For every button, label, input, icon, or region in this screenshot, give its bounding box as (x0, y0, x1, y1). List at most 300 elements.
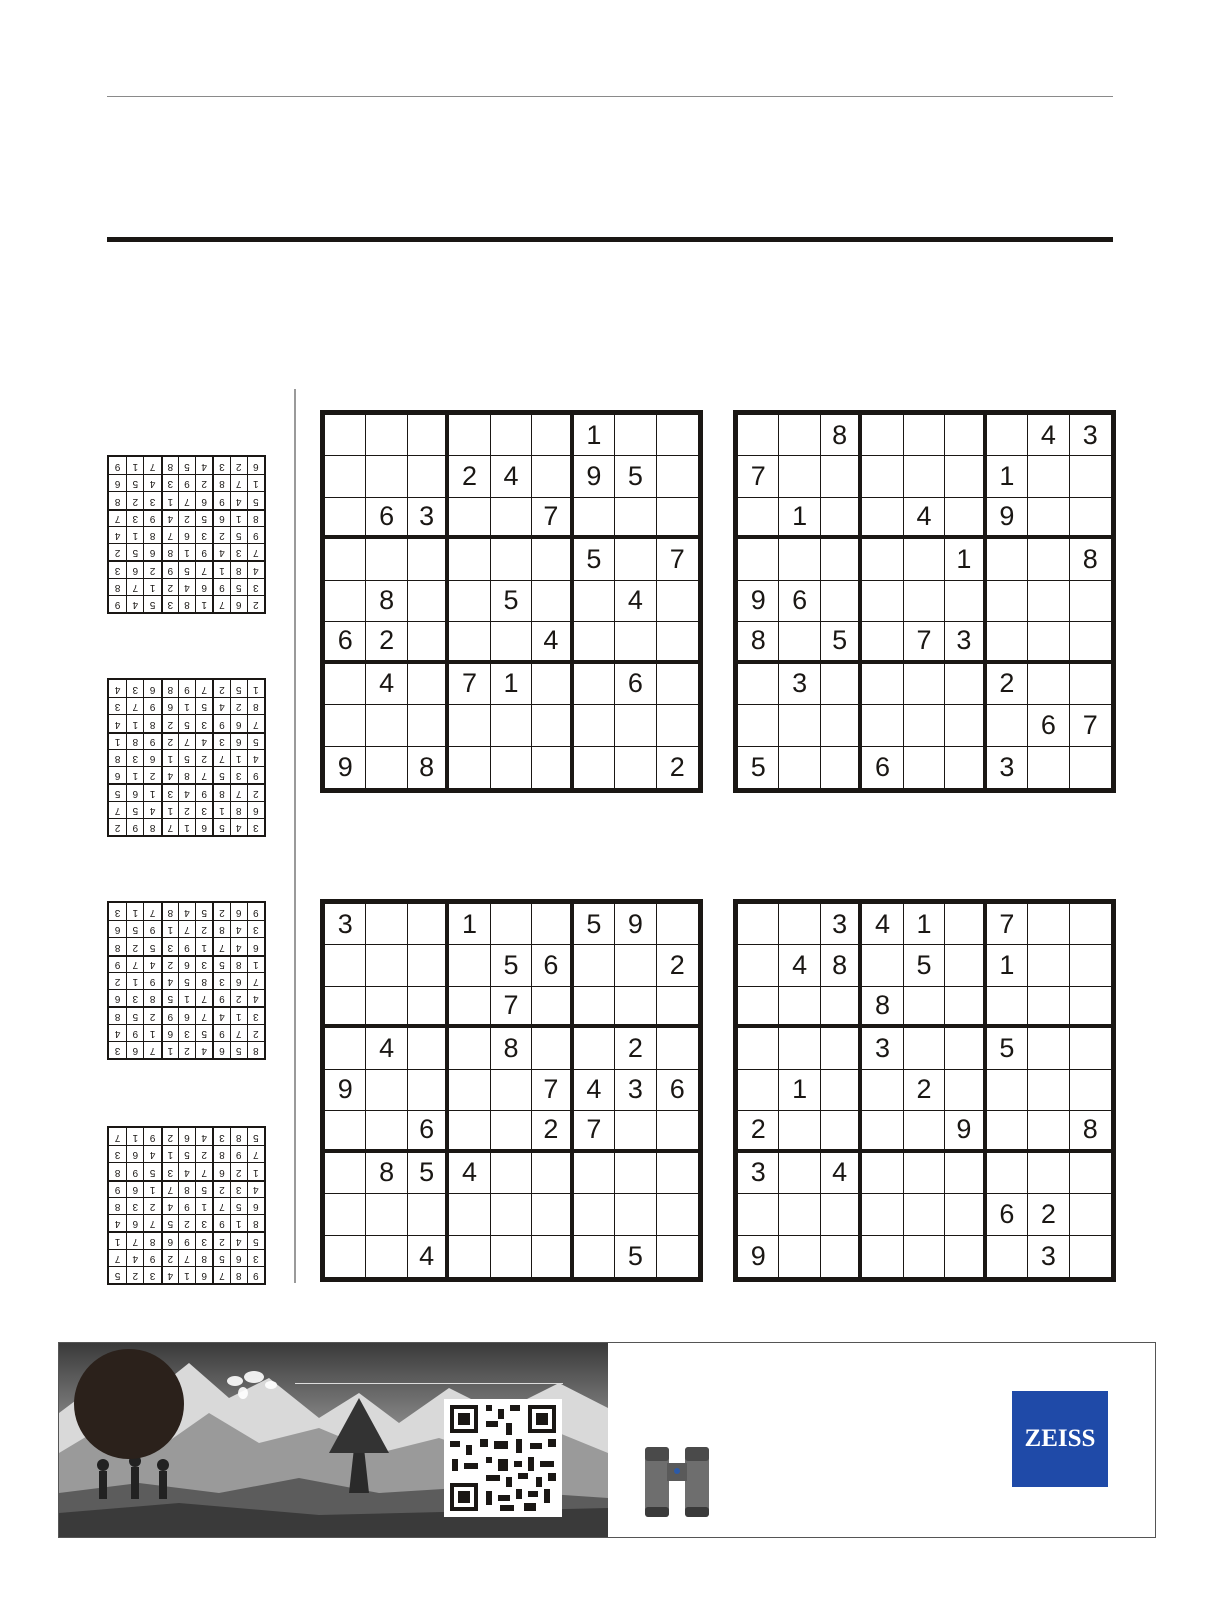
puzzle-cell[interactable] (491, 539, 532, 580)
puzzle-cell[interactable] (366, 1194, 407, 1235)
puzzle-cell[interactable] (615, 987, 656, 1028)
puzzle-cell[interactable] (945, 1236, 986, 1277)
puzzle-cell[interactable] (779, 1028, 820, 1069)
puzzle-cell[interactable]: 1 (987, 945, 1028, 986)
puzzle-cell[interactable] (408, 1028, 449, 1069)
puzzle-cell[interactable] (449, 705, 490, 746)
puzzle-cell[interactable]: 2 (987, 664, 1028, 705)
puzzle-cell[interactable]: 2 (1028, 1194, 1069, 1235)
puzzle-cell[interactable] (779, 747, 820, 788)
puzzle-cell[interactable]: 3 (945, 622, 986, 663)
puzzle-cell[interactable] (1070, 1194, 1111, 1235)
puzzle-cell[interactable] (1070, 664, 1111, 705)
puzzle-cell[interactable] (1070, 904, 1111, 945)
puzzle-cell[interactable] (657, 987, 698, 1028)
puzzle-cell[interactable]: 4 (862, 904, 903, 945)
puzzle-cell[interactable] (779, 456, 820, 497)
puzzle-cell[interactable]: 3 (738, 1153, 779, 1194)
puzzle-cell[interactable] (821, 747, 862, 788)
puzzle-cell[interactable] (657, 1236, 698, 1277)
puzzle-cell[interactable] (1070, 456, 1111, 497)
puzzle-cell[interactable]: 3 (987, 747, 1028, 788)
puzzle-cell[interactable] (779, 904, 820, 945)
puzzle-cell[interactable]: 8 (1070, 539, 1111, 580)
puzzle-cell[interactable] (325, 581, 366, 622)
puzzle-cell[interactable] (366, 945, 407, 986)
puzzle-cell[interactable]: 1 (945, 539, 986, 580)
puzzle-cell[interactable] (738, 945, 779, 986)
puzzle-cell[interactable] (325, 705, 366, 746)
puzzle-cell[interactable]: 7 (1070, 705, 1111, 746)
puzzle-cell[interactable]: 5 (615, 456, 656, 497)
puzzle-cell[interactable] (862, 581, 903, 622)
puzzle-cell[interactable]: 4 (904, 498, 945, 539)
puzzle-cell[interactable] (574, 498, 615, 539)
puzzle-cell[interactable] (904, 1111, 945, 1152)
puzzle-cell[interactable] (738, 539, 779, 580)
puzzle-cell[interactable] (574, 705, 615, 746)
puzzle-cell[interactable]: 7 (904, 622, 945, 663)
puzzle-cell[interactable]: 4 (532, 622, 573, 663)
puzzle-cell[interactable] (1028, 456, 1069, 497)
puzzle-cell[interactable] (862, 456, 903, 497)
puzzle-cell[interactable] (945, 415, 986, 456)
puzzle-cell[interactable] (366, 747, 407, 788)
advertisement[interactable] (58, 1342, 1156, 1538)
puzzle-cell[interactable] (904, 456, 945, 497)
puzzle-cell[interactable] (325, 664, 366, 705)
puzzle-cell[interactable] (1028, 498, 1069, 539)
puzzle-cell[interactable] (779, 1153, 820, 1194)
puzzle-cell[interactable] (615, 622, 656, 663)
puzzle-cell[interactable] (945, 581, 986, 622)
puzzle-cell[interactable] (615, 1111, 656, 1152)
puzzle-cell[interactable]: 6 (779, 581, 820, 622)
puzzle-cell[interactable] (449, 1194, 490, 1235)
puzzle-cell[interactable] (657, 415, 698, 456)
puzzle-cell[interactable]: 1 (574, 415, 615, 456)
puzzle-cell[interactable] (904, 1236, 945, 1277)
puzzle-cell[interactable] (408, 987, 449, 1028)
puzzle-cell[interactable] (449, 581, 490, 622)
puzzle-cell[interactable] (574, 581, 615, 622)
puzzle-cell[interactable] (821, 664, 862, 705)
puzzle-cell[interactable] (574, 1236, 615, 1277)
puzzle-cell[interactable] (366, 987, 407, 1028)
puzzle-cell[interactable] (1070, 987, 1111, 1028)
puzzle-cell[interactable] (574, 987, 615, 1028)
puzzle-cell[interactable] (779, 1236, 820, 1277)
puzzle-cell[interactable]: 9 (738, 581, 779, 622)
puzzle-cell[interactable]: 1 (491, 664, 532, 705)
puzzle-cell[interactable] (1070, 747, 1111, 788)
puzzle-cell[interactable]: 4 (821, 1153, 862, 1194)
puzzle-cell[interactable] (1028, 539, 1069, 580)
puzzle-cell[interactable] (532, 1153, 573, 1194)
puzzle-cell[interactable] (904, 415, 945, 456)
puzzle-cell[interactable] (408, 581, 449, 622)
puzzle-cell[interactable] (1028, 622, 1069, 663)
puzzle-cell[interactable] (574, 1153, 615, 1194)
puzzle-cell[interactable]: 2 (449, 456, 490, 497)
puzzle-cell[interactable] (325, 1236, 366, 1277)
puzzle-cell[interactable]: 3 (615, 1070, 656, 1111)
puzzle-cell[interactable] (779, 539, 820, 580)
puzzle-cell[interactable] (491, 1194, 532, 1235)
puzzle-cell[interactable] (779, 1111, 820, 1152)
puzzle-cell[interactable] (862, 1111, 903, 1152)
puzzle-cell[interactable] (657, 622, 698, 663)
puzzle-cell[interactable] (325, 1194, 366, 1235)
puzzle-cell[interactable] (615, 705, 656, 746)
puzzle-cell[interactable]: 2 (738, 1111, 779, 1152)
puzzle-cell[interactable] (862, 945, 903, 986)
puzzle-cell[interactable]: 8 (491, 1028, 532, 1069)
puzzle-cell[interactable] (821, 705, 862, 746)
puzzle-cell[interactable] (862, 1070, 903, 1111)
puzzle-cell[interactable]: 1 (904, 904, 945, 945)
puzzle-cell[interactable] (657, 1153, 698, 1194)
puzzle-cell[interactable] (532, 456, 573, 497)
puzzle-cell[interactable] (1070, 945, 1111, 986)
puzzle-cell[interactable] (615, 747, 656, 788)
puzzle-cell[interactable] (325, 945, 366, 986)
puzzle-cell[interactable] (408, 664, 449, 705)
puzzle-cell[interactable] (449, 1236, 490, 1277)
puzzle-cell[interactable] (987, 581, 1028, 622)
puzzle-cell[interactable] (325, 456, 366, 497)
puzzle-cell[interactable] (657, 904, 698, 945)
puzzle-cell[interactable]: 8 (1070, 1111, 1111, 1152)
puzzle-cell[interactable] (904, 1153, 945, 1194)
puzzle-cell[interactable]: 6 (987, 1194, 1028, 1235)
puzzle-cell[interactable]: 2 (904, 1070, 945, 1111)
puzzle-cell[interactable] (862, 539, 903, 580)
puzzle-cell[interactable] (1028, 664, 1069, 705)
puzzle-cell[interactable] (862, 1194, 903, 1235)
puzzle-cell[interactable] (325, 1028, 366, 1069)
puzzle-cell[interactable] (945, 987, 986, 1028)
puzzle-cell[interactable] (987, 987, 1028, 1028)
qr-code[interactable] (444, 1399, 562, 1517)
puzzle-cell[interactable] (449, 1111, 490, 1152)
puzzle-cell[interactable] (449, 415, 490, 456)
puzzle-cell[interactable]: 3 (1070, 415, 1111, 456)
puzzle-cell[interactable]: 6 (408, 1111, 449, 1152)
puzzle-cell[interactable] (1028, 581, 1069, 622)
puzzle-cell[interactable]: 1 (779, 498, 820, 539)
puzzle-cell[interactable]: 2 (615, 1028, 656, 1069)
puzzle-cell[interactable]: 4 (491, 456, 532, 497)
puzzle-cell[interactable]: 9 (738, 1236, 779, 1277)
puzzle-cell[interactable] (532, 987, 573, 1028)
puzzle-cell[interactable]: 2 (532, 1111, 573, 1152)
puzzle-cell[interactable]: 2 (669, 751, 685, 782)
puzzle-cell[interactable] (821, 539, 862, 580)
puzzle-cell[interactable] (945, 456, 986, 497)
puzzle-cell[interactable] (1070, 498, 1111, 539)
puzzle-cell[interactable] (532, 1236, 573, 1277)
puzzle-cell[interactable] (904, 664, 945, 705)
puzzle-cell[interactable]: 7 (738, 456, 779, 497)
puzzle-cell[interactable] (325, 498, 366, 539)
puzzle-cell[interactable] (738, 987, 779, 1028)
puzzle-cell[interactable]: 9 (945, 1111, 986, 1152)
puzzle-cell[interactable] (862, 498, 903, 539)
puzzle-cell[interactable] (325, 987, 366, 1028)
puzzle-cell[interactable] (821, 581, 862, 622)
puzzle-cell[interactable] (325, 1153, 366, 1194)
puzzle-cell[interactable] (1070, 1236, 1111, 1277)
puzzle-cell[interactable] (491, 1153, 532, 1194)
puzzle-cell[interactable] (657, 498, 698, 539)
puzzle-cell[interactable] (408, 456, 449, 497)
puzzle-cell[interactable]: 3 (408, 498, 449, 539)
puzzle-cell[interactable] (987, 1111, 1028, 1152)
puzzle-cell[interactable] (366, 1111, 407, 1152)
puzzle-cell[interactable]: 5 (574, 539, 615, 580)
puzzle-cell[interactable]: 5 (821, 622, 862, 663)
puzzle-cell[interactable]: 9 (574, 456, 615, 497)
puzzle-cell[interactable]: 4 (408, 1236, 449, 1277)
puzzle-cell[interactable] (366, 456, 407, 497)
puzzle-cell[interactable] (1070, 1028, 1111, 1069)
puzzle-cell[interactable]: 2 (657, 945, 698, 986)
puzzle-cell[interactable]: 8 (366, 1153, 407, 1194)
puzzle-cell[interactable] (491, 498, 532, 539)
puzzle-cell[interactable] (862, 1153, 903, 1194)
puzzle-cell[interactable] (408, 1194, 449, 1235)
puzzle-cell[interactable] (574, 622, 615, 663)
puzzle-cell[interactable] (408, 539, 449, 580)
puzzle-cell[interactable] (738, 415, 779, 456)
puzzle-cell[interactable]: 1 (987, 456, 1028, 497)
puzzle-cell[interactable]: 4 (1028, 415, 1069, 456)
puzzle-cell[interactable]: 8 (821, 945, 862, 986)
puzzle-cell[interactable] (615, 539, 656, 580)
puzzle-cell[interactable]: 8 (738, 622, 779, 663)
puzzle-cell[interactable] (945, 664, 986, 705)
puzzle-cell[interactable]: 7 (657, 539, 698, 580)
puzzle-cell[interactable]: 8 (821, 415, 862, 456)
puzzle-cell[interactable] (738, 1070, 779, 1111)
puzzle-cell[interactable] (821, 1070, 862, 1111)
puzzle-cell[interactable]: 7 (574, 1111, 615, 1152)
puzzle-cell[interactable] (615, 415, 656, 456)
puzzle-cell[interactable] (904, 1194, 945, 1235)
puzzle-cell[interactable] (366, 415, 407, 456)
puzzle-cell[interactable] (408, 705, 449, 746)
puzzle-cell[interactable] (904, 987, 945, 1028)
puzzle-cell[interactable]: 4 (366, 664, 407, 705)
puzzle-cell[interactable] (408, 622, 449, 663)
puzzle-cell[interactable] (945, 1194, 986, 1235)
zeiss-logo[interactable] (1012, 1391, 1108, 1487)
puzzle-cell[interactable] (574, 664, 615, 705)
puzzle-cell[interactable]: 3 (779, 664, 820, 705)
puzzle-cell[interactable] (325, 1111, 366, 1152)
puzzle-cell[interactable] (1028, 945, 1069, 986)
puzzle-cell[interactable]: 5 (904, 945, 945, 986)
puzzle-cell[interactable] (408, 945, 449, 986)
puzzle-cell[interactable] (738, 664, 779, 705)
puzzle-cell[interactable] (821, 498, 862, 539)
puzzle-cell[interactable] (862, 705, 903, 746)
puzzle-cell[interactable] (532, 539, 573, 580)
puzzle-cell[interactable]: 6 (366, 498, 407, 539)
puzzle-cell[interactable]: 4 (615, 581, 656, 622)
puzzle-cell[interactable] (1028, 1070, 1069, 1111)
puzzle-cell[interactable] (615, 1153, 656, 1194)
puzzle-cell[interactable] (945, 1070, 986, 1111)
puzzle-cell[interactable] (738, 1028, 779, 1069)
puzzle-cell[interactable]: 5 (491, 945, 532, 986)
puzzle-cell[interactable] (657, 705, 698, 746)
puzzle-cell[interactable]: 6 (862, 747, 903, 788)
puzzle-cell[interactable] (615, 498, 656, 539)
puzzle-cell[interactable] (449, 945, 490, 986)
puzzle-cell[interactable] (945, 1153, 986, 1194)
puzzle-cell[interactable] (779, 1194, 820, 1235)
puzzle-cell[interactable] (532, 705, 573, 746)
puzzle-cell[interactable] (987, 622, 1028, 663)
puzzle-cell[interactable] (574, 747, 615, 788)
puzzle-cell[interactable] (657, 1194, 698, 1235)
puzzle-cell[interactable]: 9 (325, 747, 366, 788)
puzzle-cell[interactable] (408, 415, 449, 456)
puzzle-cell[interactable] (1028, 1153, 1069, 1194)
puzzle-cell[interactable] (945, 747, 986, 788)
puzzle-cell[interactable]: 1 (449, 904, 490, 945)
puzzle-cell[interactable] (449, 1028, 490, 1069)
puzzle-cell[interactable] (491, 904, 532, 945)
puzzle-cell[interactable] (1028, 904, 1069, 945)
puzzle-cell[interactable] (1070, 1153, 1111, 1194)
puzzle-cell[interactable] (945, 1028, 986, 1069)
puzzle-cell[interactable] (615, 1194, 656, 1235)
puzzle-cell[interactable] (366, 904, 407, 945)
puzzle-cell[interactable] (821, 456, 862, 497)
puzzle-cell[interactable]: 4 (449, 1153, 490, 1194)
puzzle-cell[interactable] (779, 415, 820, 456)
puzzle-cell[interactable]: 5 (574, 904, 615, 945)
puzzle-cell[interactable] (657, 1111, 698, 1152)
puzzle-cell[interactable] (738, 705, 779, 746)
puzzle-cell[interactable] (862, 1236, 903, 1277)
puzzle-cell[interactable]: 5 (408, 1153, 449, 1194)
puzzle-cell[interactable]: 5 (615, 1236, 656, 1277)
puzzle-cell[interactable] (449, 747, 490, 788)
puzzle-cell[interactable] (491, 1070, 532, 1111)
puzzle-cell[interactable] (657, 581, 698, 622)
puzzle-cell[interactable] (1028, 747, 1069, 788)
puzzle-cell[interactable] (987, 705, 1028, 746)
puzzle-cell[interactable]: 1 (779, 1070, 820, 1111)
puzzle-cell[interactable]: 2 (366, 622, 407, 663)
puzzle-cell[interactable] (862, 415, 903, 456)
puzzle-cell[interactable] (987, 1070, 1028, 1111)
puzzle-cell[interactable]: 6 (1028, 705, 1069, 746)
puzzle-cell[interactable] (532, 1194, 573, 1235)
puzzle-cell[interactable] (408, 904, 449, 945)
puzzle-cell[interactable] (449, 1070, 490, 1111)
puzzle-cell[interactable] (1070, 622, 1111, 663)
puzzle-cell[interactable]: 8 (862, 987, 903, 1028)
puzzle-cell[interactable] (904, 581, 945, 622)
puzzle-cell[interactable]: 6 (615, 664, 656, 705)
puzzle-cell[interactable] (862, 622, 903, 663)
puzzle-cell[interactable]: 9 (325, 1070, 366, 1111)
puzzle-cell[interactable] (366, 1236, 407, 1277)
puzzle-cell[interactable] (862, 664, 903, 705)
puzzle-cell[interactable] (779, 987, 820, 1028)
puzzle-cell[interactable] (987, 1236, 1028, 1277)
puzzle-cell[interactable] (738, 498, 779, 539)
puzzle-cell[interactable] (532, 1028, 573, 1069)
puzzle-cell[interactable] (945, 945, 986, 986)
puzzle-cell[interactable] (904, 539, 945, 580)
puzzle-cell[interactable] (491, 747, 532, 788)
puzzle-cell[interactable] (904, 1028, 945, 1069)
puzzle-cell[interactable] (449, 498, 490, 539)
puzzle-cell[interactable] (408, 1070, 449, 1111)
puzzle-cell[interactable] (987, 1153, 1028, 1194)
puzzle-cell[interactable] (449, 622, 490, 663)
puzzle-cell[interactable] (615, 945, 656, 986)
puzzle-cell[interactable] (366, 539, 407, 580)
puzzle-cell[interactable] (532, 904, 573, 945)
puzzle-cell[interactable] (1028, 1028, 1069, 1069)
puzzle-cell[interactable]: 7 (491, 987, 532, 1028)
puzzle-cell[interactable]: 5 (738, 747, 779, 788)
puzzle-cell[interactable]: 5 (987, 1028, 1028, 1069)
puzzle-cell[interactable] (449, 987, 490, 1028)
puzzle-cell[interactable]: 8 (408, 747, 449, 788)
puzzle-cell[interactable] (491, 1111, 532, 1152)
puzzle-cell[interactable] (325, 539, 366, 580)
puzzle-cell[interactable] (366, 1070, 407, 1111)
puzzle-cell[interactable]: 7 (449, 664, 490, 705)
puzzle-cell[interactable] (821, 1236, 862, 1277)
puzzle-cell[interactable]: 6 (532, 945, 573, 986)
puzzle-cell[interactable] (1070, 1070, 1111, 1111)
puzzle-cell[interactable] (945, 904, 986, 945)
puzzle-cell[interactable] (945, 705, 986, 746)
puzzle-cell[interactable] (366, 705, 407, 746)
puzzle-cell[interactable] (532, 747, 573, 788)
puzzle-cell[interactable] (657, 456, 698, 497)
puzzle-cell[interactable] (325, 415, 366, 456)
puzzle-cell[interactable] (657, 664, 698, 705)
puzzle-cell[interactable] (738, 904, 779, 945)
puzzle-cell[interactable]: 8 (366, 581, 407, 622)
puzzle-cell[interactable]: 9 (615, 904, 656, 945)
puzzle-cell[interactable] (574, 945, 615, 986)
puzzle-cell[interactable] (779, 705, 820, 746)
puzzle-cell[interactable]: 5 (491, 581, 532, 622)
puzzle-cell[interactable] (904, 747, 945, 788)
puzzle-cell[interactable] (574, 1028, 615, 1069)
puzzle-cell[interactable] (779, 622, 820, 663)
puzzle-cell[interactable] (574, 1194, 615, 1235)
puzzle-cell[interactable] (532, 581, 573, 622)
puzzle-cell[interactable]: 3 (1028, 1236, 1069, 1277)
puzzle-cell[interactable] (491, 415, 532, 456)
puzzle-cell[interactable] (491, 705, 532, 746)
puzzle-cell[interactable]: 3 (325, 904, 366, 945)
puzzle-cell[interactable]: 3 (862, 1028, 903, 1069)
puzzle-cell[interactable] (449, 539, 490, 580)
